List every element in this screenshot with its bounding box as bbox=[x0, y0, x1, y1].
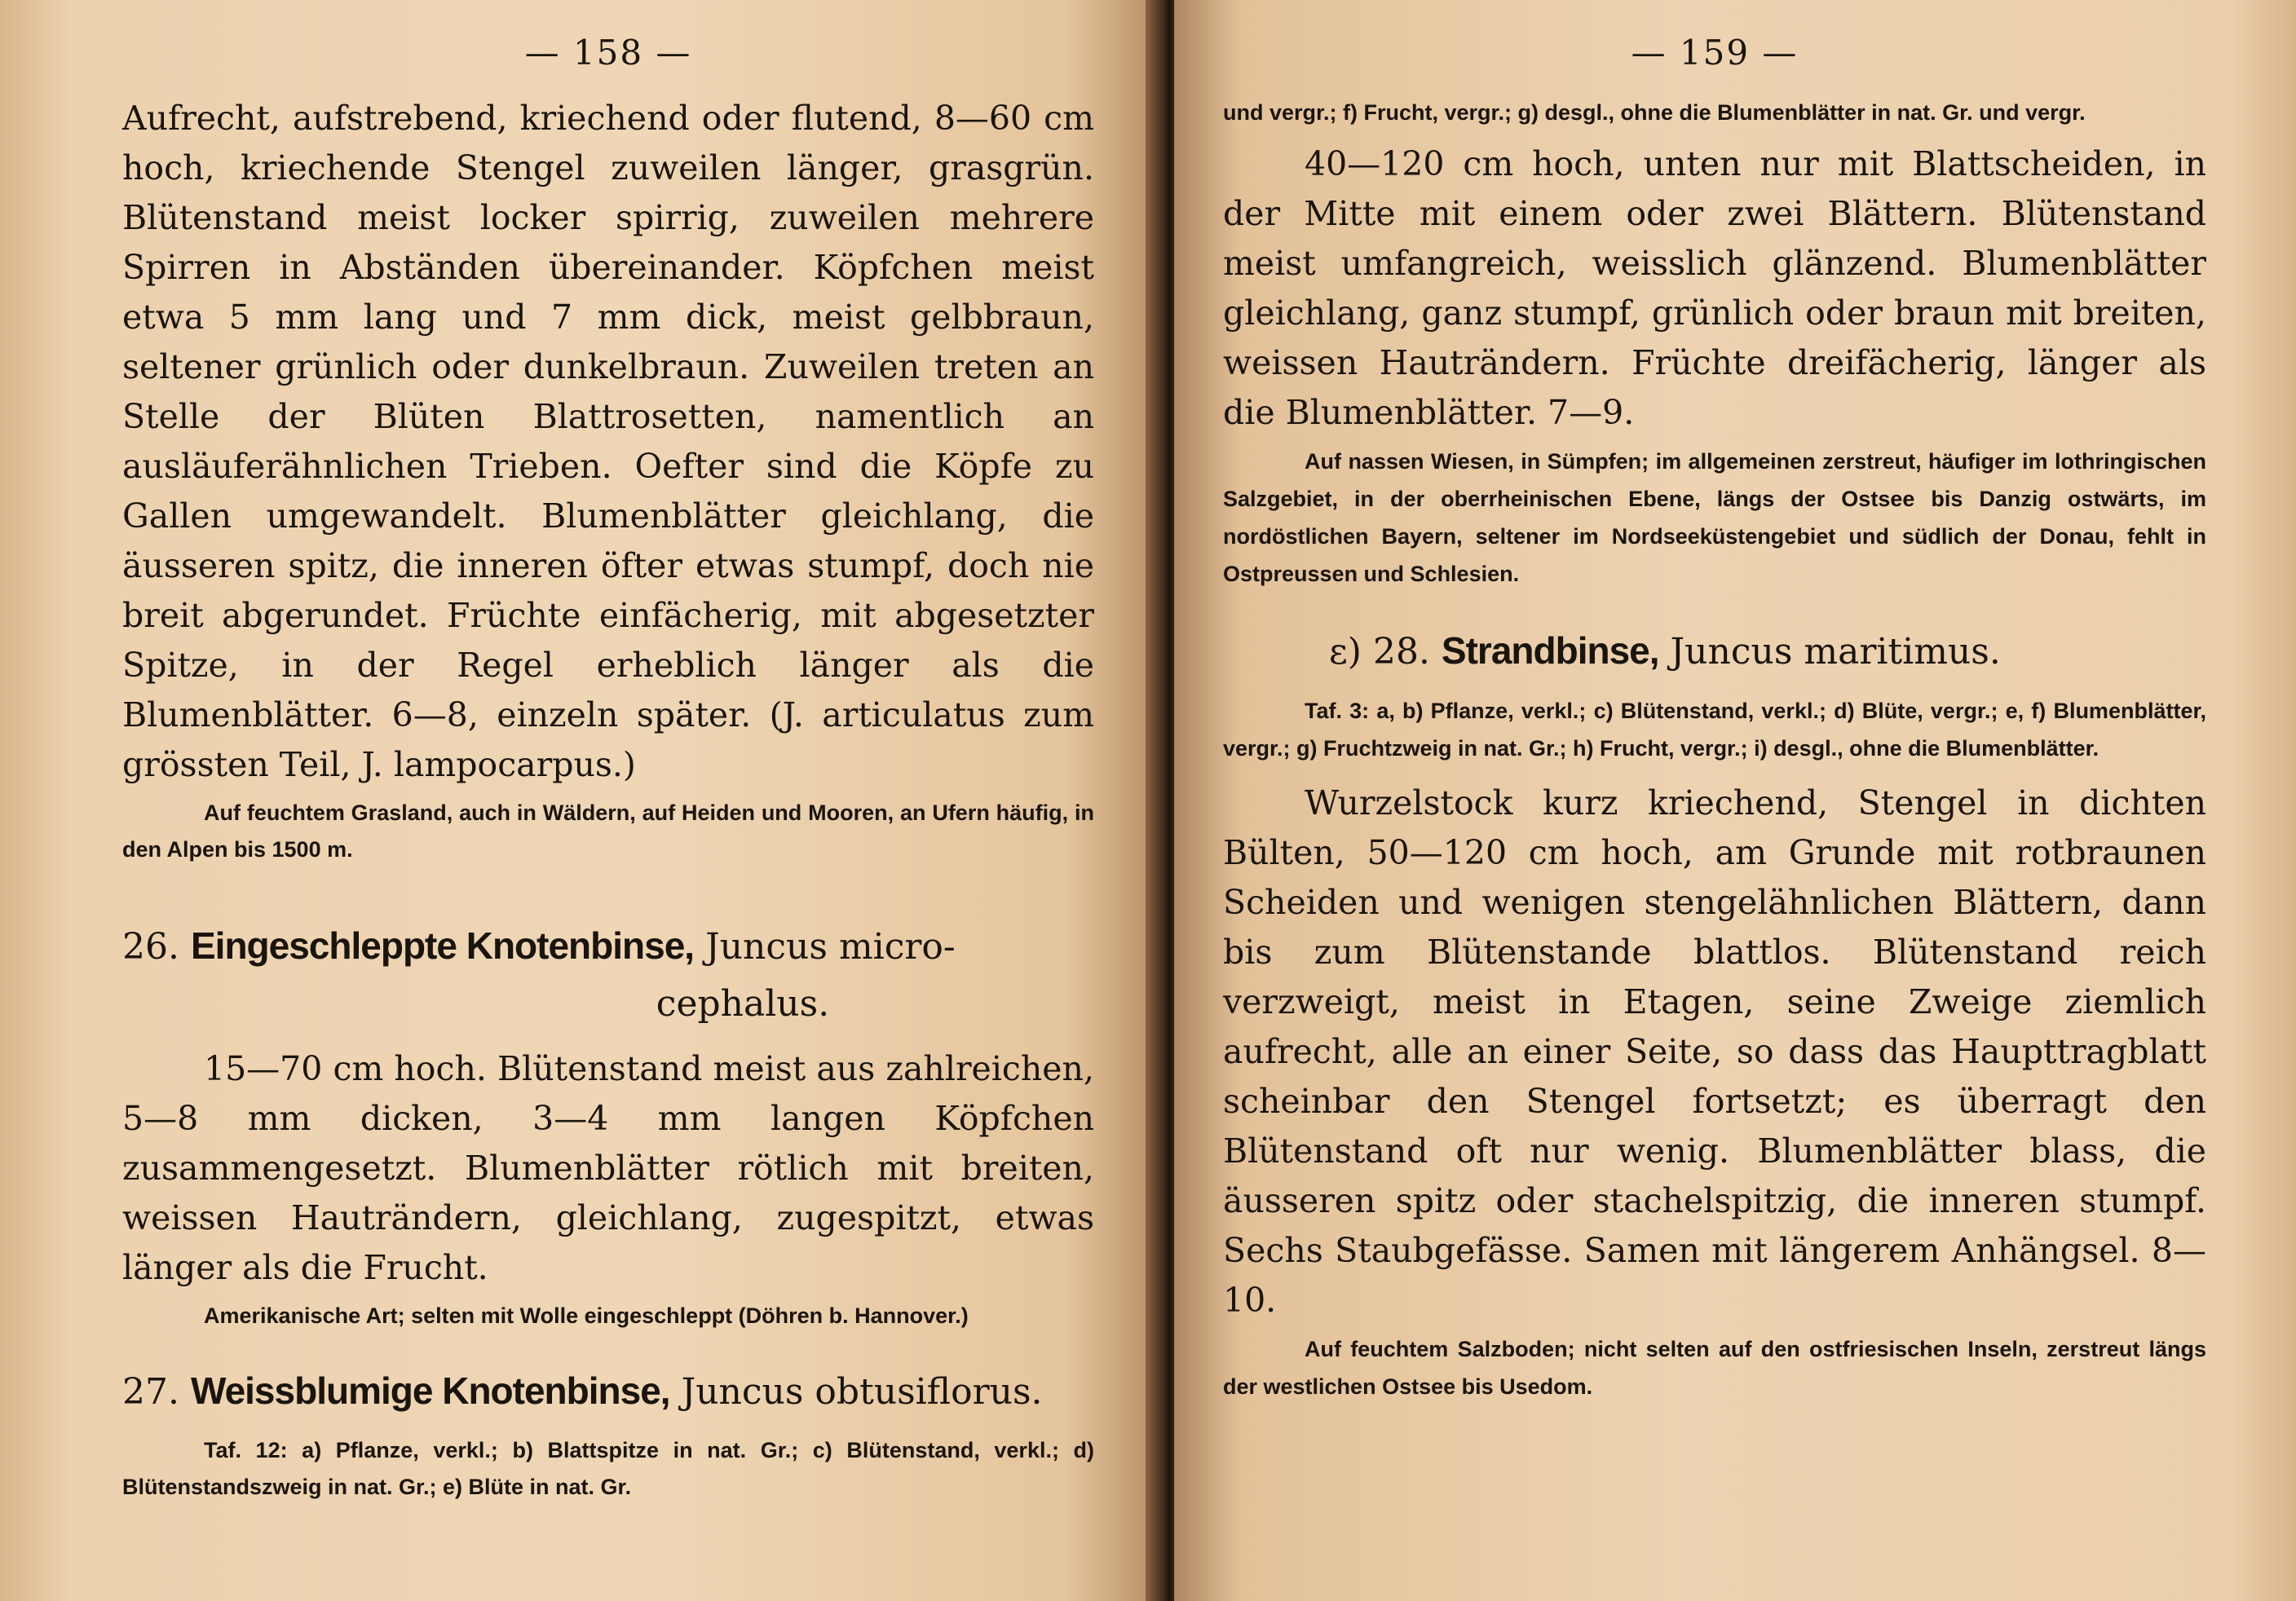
habitat-note: Auf feuchtem Salzboden; nicht selten auf den ostfriesischen Inseln, zerstreut längs der westlichen Ostsee bis Usedom. bbox=[1223, 1337, 2206, 1399]
species-latin-name: Juncus micro- bbox=[705, 926, 956, 968]
habitat-note: Auf feuchtem Grasland, auch in Wäldern, auf Heiden und Mooren, an Ufern häufig, in den Alpen bis 1500 m. bbox=[122, 800, 1094, 862]
page-number: — 159 — bbox=[1631, 33, 1799, 73]
species-heading-26 bbox=[122, 917, 1094, 1033]
species-number: 27. bbox=[122, 1371, 179, 1413]
species-common-name: Weissblumige Knotenbinse, bbox=[190, 1369, 670, 1412]
plate-label: Taf. 12: bbox=[204, 1438, 288, 1462]
plate-reference bbox=[122, 1432, 1094, 1506]
plate-text: a, b) Pflanze, verkl.; c) Blütenstand, verkl.; d) Blüte, vergr.; e, f) Blumenblätter, vergr.; g) Fruchtzweig in nat. Gr.; h) Frucht, vergr.; i) desgl., ohne die Blumenblätter. bbox=[1223, 699, 2206, 761]
paragraph: Wurzelstock kurz kriechend, Stengel in dichten Bülten, 50—120 cm hoch, am Grunde mit rotbraunen Scheiden und wenigen stengelähnlichen Blättern, dann bis zum Blütenstande blattlos. Blütenstand reich verzweigt, meist in Etagen, seine Zweige ziemlich aufrecht, alle an einer Seite, so dass das Haupttragblatt scheinbar den Stengel fortsetzt; es überragt den Blütenstand oft nur wenig. Blumenblätter blass, die äusseren spitz oder stachelspitzig, die inneren stumpf. Sechs Staubgefässe. Samen mit längerem Anhängsel. 8—10. bbox=[1223, 783, 2206, 1320]
habitat-note: Auf nassen Wiesen, in Sümpfen; im allgemeinen zerstreut, häufiger im lothringischen Salzgebiet, in der oberrheinischen Ebene, längs der Ostsee bis Danzig ostwärts, im nordöstlichen Bayern, seltener im Nordseeküstengebiet und südlich der Donau, fehlt in Ostpreussen und Schlesien. bbox=[1223, 449, 2206, 586]
species-latin-name-cont: cephalus. bbox=[656, 983, 830, 1025]
right-page bbox=[1174, 0, 2296, 1601]
plate-label: Taf. 3: bbox=[1305, 699, 1370, 723]
species-latin-name: Juncus obtusiflorus. bbox=[681, 1371, 1043, 1413]
paragraph: 15—70 cm hoch. Blütenstand meist aus zahlreichen, 5—8 mm dicken, 3—4 mm langen Köpfchen zusammengesetzt. Blumenblätter rötlich mit breiten, weissen Hauträndern, gleichlang, zugespitzt, etwas länger als die Frucht. bbox=[122, 1049, 1094, 1287]
species-heading-28 bbox=[1223, 622, 2206, 681]
plate-reference bbox=[1223, 692, 2206, 767]
species-number: 26. bbox=[122, 926, 179, 968]
paragraph: 40—120 cm hoch, unten nur mit Blattscheiden, in der Mitte mit einem oder zwei Blättern. Blütenstand meist umfangreich, weisslich glänzend. Blumenblätter gleichlang, ganz stumpf, grünlich oder braun mit breiten, weissen Hauträndern. Früchte dreifächerig, länger als die Blumenblätter. 7—9. bbox=[1223, 144, 2206, 432]
plate-text: a) Pflanze, verkl.; b) Blattspitze in nat. Gr.; c) Blütenstand, verkl.; d) Blütenstandszweig in nat. Gr.; e) Blüte in nat. Gr. bbox=[122, 1438, 1094, 1499]
species-common-name: Strandbinse, bbox=[1441, 629, 1659, 672]
species-number: ε) 28. bbox=[1329, 631, 1430, 673]
plate-continuation: und vergr.; f) Frucht, vergr.; g) desgl., ohne die Blumenblätter in nat. Gr. und vergr. bbox=[1223, 100, 2086, 125]
species-latin-name: Juncus maritimus. bbox=[1670, 631, 2001, 673]
page-number: — 158 — bbox=[524, 33, 692, 73]
species-heading-27 bbox=[122, 1362, 1094, 1421]
habitat-note: Amerikanische Art; selten mit Wolle eingeschleppt (Döhren b. Hannover.) bbox=[204, 1303, 969, 1328]
species-common-name: Eingeschleppte Knotenbinse, bbox=[190, 924, 695, 967]
paragraph: Aufrecht, aufstrebend, kriechend oder flutend, 8—60 cm hoch, kriechende Stengel zuweilen länger, grasgrün. Blütenstand meist locker spirrig, zuweilen mehrere Spirren in Abständen übereinander. Köpfchen meist etwa 5 mm lang und 7 mm dick, meist gelbbraun, seltener grünlich oder dunkelbraun. Zuweilen treten an Stelle der Blüten Blattrosetten, namentlich an ausläuferähnlichen Trieben. Oefter sind die Köpfe zu Gallen umgewandelt. Blumenblätter gleichlang, die äusseren spitz, die inneren öfter etwas stumpf, doch nie breit abgerundet. Früchte einfächerig, mit abgesetzter Spitze, in der Regel erheblich länger als die Blumenblätter. 6—8, einzeln später. (J. articulatus zum grössten Teil, J. lampocarpus.) bbox=[122, 99, 1094, 784]
